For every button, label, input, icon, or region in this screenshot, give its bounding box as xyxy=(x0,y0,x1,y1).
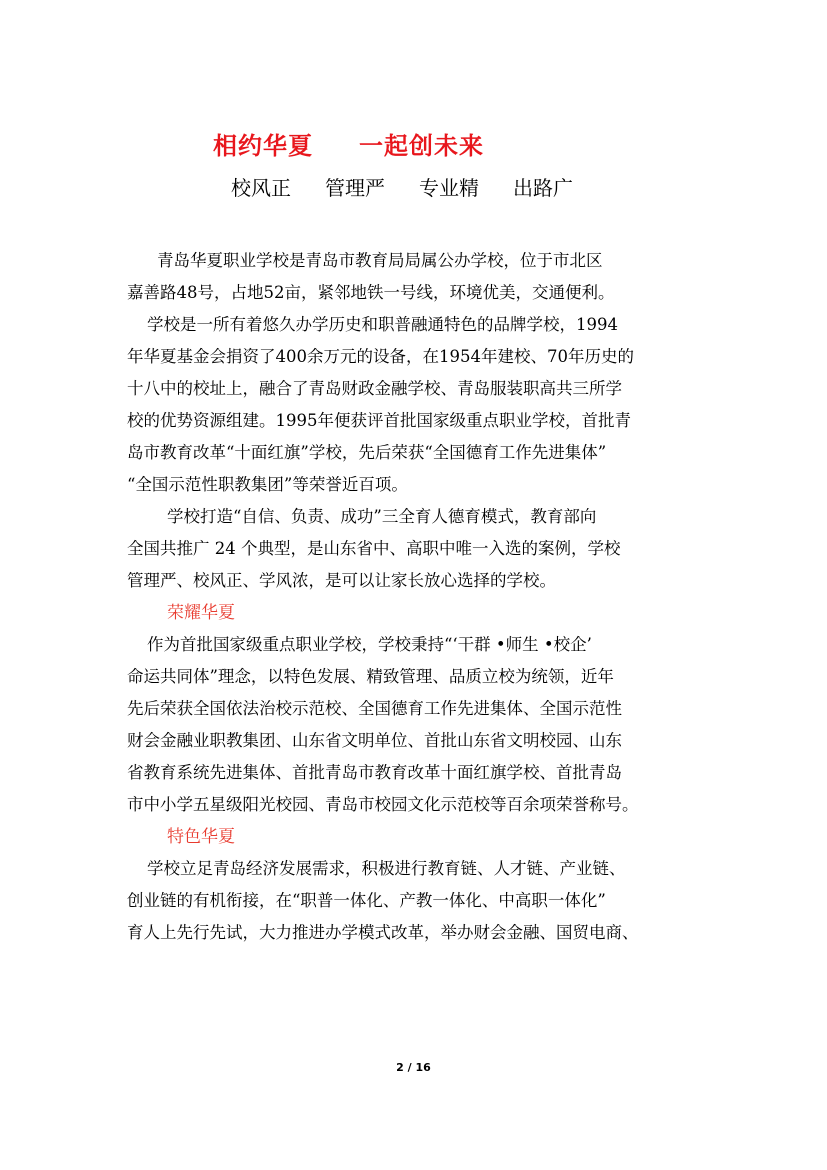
section-heading-feature: 特色华夏 xyxy=(167,827,235,847)
text-line: 学校打造“自信、负责、成功”三全育人德育模式，教育部向 xyxy=(167,507,597,526)
text-line: 作为首批国家级重点职业学校，学校秉持“‘干群 •师生 •校企’ xyxy=(147,635,592,654)
text-line: 岛市教育改革“十面红旗”学校，先后荣获“全国德育工作先进集体” xyxy=(127,443,607,462)
text-line: 市中小学五星级阳光校园、青岛市校园文化示范校等百余项荣誉称号。 xyxy=(127,795,639,814)
text-line: 年华夏基金会捐资了400余万元的设备，在1954年建校、70年历史的 xyxy=(127,347,634,366)
section-heading-honor: 荣耀华夏 xyxy=(167,603,235,623)
text-line: 管理严、校风正、学风浓，是可以让家长放心选择的学校。 xyxy=(127,571,556,590)
text-line: 省教育系统先进集体、首批青岛市教育改革十面红旗学校、首批青岛 xyxy=(127,763,622,782)
text-line: 财会金融业职教集团、山东省文明单位、首批山东省文明校园、山东 xyxy=(127,731,622,750)
intro-section xyxy=(127,245,707,949)
text-line: 十八中的校址上，融合了青岛财政金融学校、青岛服装职高共三所学 xyxy=(127,379,622,398)
text-line: 嘉善路48号，占地52亩，紧邻地铁一号线，环境优美，交通便利。 xyxy=(127,283,615,302)
motto-item: 出路广 xyxy=(513,176,573,200)
page-title xyxy=(213,126,484,161)
text-line: 青岛华夏职业学校是青岛市教育局局属公办学校，位于市北区 xyxy=(157,251,603,270)
text-line: 创业链的有机衔接，在“职普一体化、产教一体化、中高职一体化” xyxy=(127,891,606,910)
motto-item: 管理严 xyxy=(325,176,385,200)
text-line: 先后荣获全国依法治校示范校、全国德育工作先进集体、全国示范性 xyxy=(127,699,622,718)
text-line: “全国示范性职教集团”等荣誉近百项。 xyxy=(127,475,408,494)
school-motto xyxy=(231,172,573,201)
text-line: 校的优势资源组建。1995年便获评首批国家级重点职业学校，首批青 xyxy=(127,411,631,430)
motto-item: 校风正 xyxy=(231,176,291,200)
text-line: 学校立足青岛经济发展需求，积极进行教育链、人才链、产业链、 xyxy=(147,859,626,878)
motto-item: 专业精 xyxy=(419,176,479,200)
text-line: 育人上先行先试，大力推进办学模式改革，举办财会金融、国贸电商、 xyxy=(127,923,639,942)
text-line: 命运共同体”理念，以特色发展、精致管理、品质立校为统领，近年 xyxy=(127,667,614,686)
title-left: 相约华夏 xyxy=(213,132,313,160)
page-number: 2 / 16 xyxy=(396,1061,431,1074)
text-line: 学校是一所有着悠久办学历史和职普融通特色的品牌学校，1994 xyxy=(147,315,618,334)
text-line: 全国共推广 24 个典型，是山东省中、高职中唯一入选的案例，学校 xyxy=(127,539,621,558)
title-right: 一起创未来 xyxy=(359,132,484,160)
